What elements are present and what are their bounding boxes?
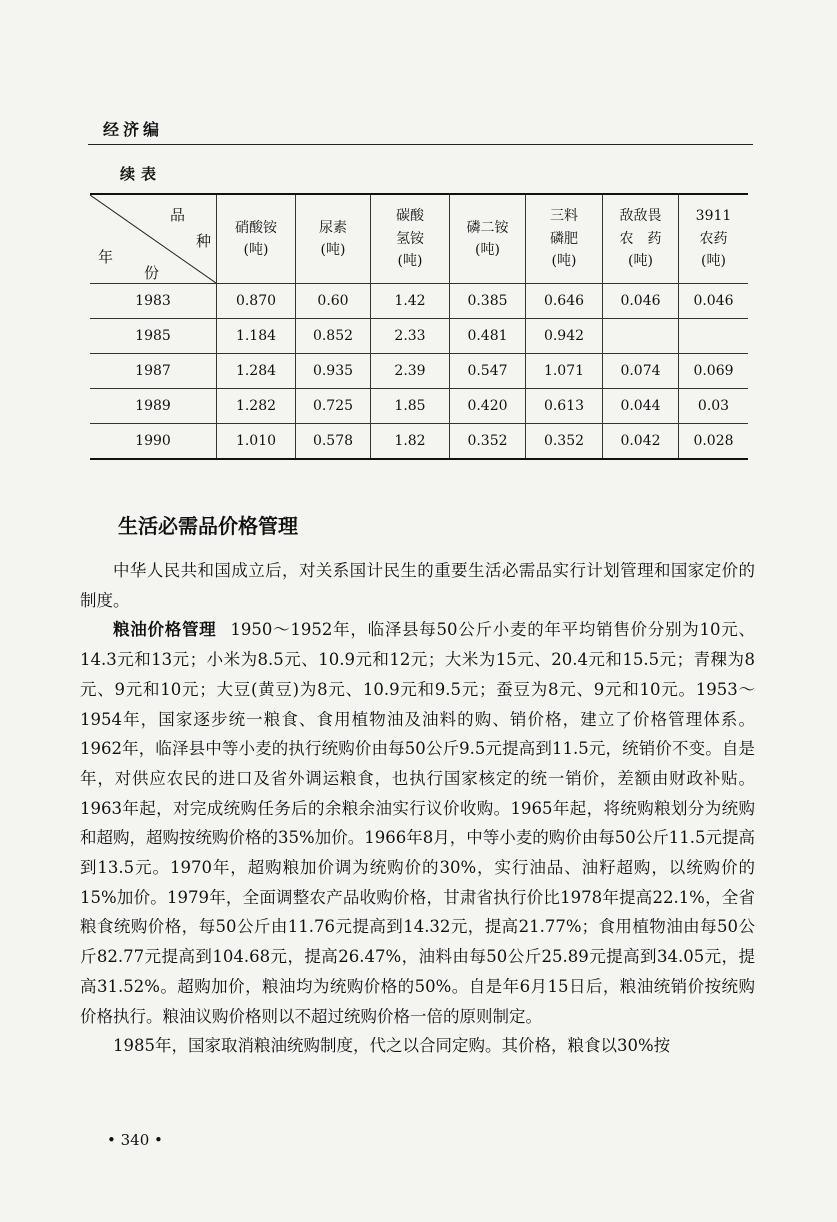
table-cell: 0.547: [450, 354, 526, 389]
diag-label-fen: 份: [144, 264, 160, 282]
table-cell: 1.42: [371, 284, 450, 319]
column-header-line: (吨): [243, 242, 269, 258]
table-cell: 0.028: [679, 424, 749, 460]
table-cell: 0.074: [603, 354, 679, 389]
table-cell: 1.184: [217, 319, 296, 354]
column-header-line: 三料: [550, 208, 578, 225]
paragraph-text: 1950～1952年，临泽县每50公斤小麦的年平均销售价分别为10元、14.3元和13元；小米为8.5元、10.9元和12元；大米为15元、20.4元和15.5元；青稞为8元、9元和10元；大豆(黄豆)为8元、10.9元和9.5元；蚕豆为8元、9元和10元。1953～1954年，国家逐步统一粮食、食用植物油及油料的购、销价格，建立了价格管理体系。1962年，临泽县中等小麦的执行统购价由每50公斤9.5元提高到11.5元，统销价不变。自是年，对供应农民的进口及省外调运粮食，也执行国家核定的统一销价，差额由财政补贴。1963年起，对完成统购任务后的余粮余油实行议价收购。1965年起，将统购粮划分为统购和超购，超购按统购价格的35%加价。1966年8月，中等小麦的购价由每50公斤11.5元提高到13.5元。1970年，超购粮加价调为统购价的30%，实行油品、油籽超购，以统购价的15%加价。1979年，全面调整农产品收购价格，甘肃省执行价比1978年提高22.1%，全省粮食统购价格，每50公斤由11.76元提高到14.32元，提高21.77%；食用植物油由每50公斤82.77元提高到104.68元，提高26.47%，油料由每50公斤25.89元提高到34.05元，提高31.52%。超购加价，粮油均为统购价格的50%。自是年6月15日后，粮油统销价按统购价格执行。粮油议购价格则以不超过统购价格一倍的原则制定。: [80, 620, 756, 1026]
column-header-line: (吨): [475, 242, 500, 258]
table-cell: 0.03: [679, 389, 749, 424]
column-header: [296, 194, 371, 284]
paragraph-text: 1985年，国家取消粮油统购制度，代之以合同定购。其价格，粮食以30%按: [113, 1036, 671, 1056]
year-cell: 1990: [90, 424, 217, 460]
column-header-line: (吨): [701, 253, 726, 270]
column-header-line: (吨): [628, 253, 653, 270]
table-cell: 0.942: [526, 319, 603, 354]
column-header-line: (吨): [320, 242, 346, 258]
paragraph: [80, 1031, 755, 1061]
table-cell: 0.613: [526, 389, 603, 424]
column-header-line: 敌敌畏: [619, 208, 662, 225]
table-cell: 0.481: [450, 319, 526, 354]
table-cell: 0.60: [296, 284, 371, 319]
table-cell: 0.578: [296, 424, 371, 460]
column-header: [603, 194, 679, 284]
table-row: [90, 319, 748, 354]
column-header: [679, 194, 749, 284]
column-header-line: 3911: [695, 208, 732, 225]
column-header-line: 碳酸: [396, 208, 424, 225]
table-cell: 0.852: [296, 319, 371, 354]
year-cell: 1983: [90, 284, 217, 319]
table-cell: 0.385: [450, 284, 526, 319]
table-cell: 0.420: [450, 389, 526, 424]
table-cell: 0.725: [296, 389, 371, 424]
column-header-line: 磷二铵: [466, 219, 509, 236]
table-cell: [603, 319, 679, 354]
year-cell: 1989: [90, 389, 217, 424]
column-header-line: 磷肥: [550, 230, 578, 247]
table-cell: 0.046: [679, 284, 749, 319]
column-header: [217, 194, 296, 284]
table-cell: 1.010: [217, 424, 296, 460]
column-header: [526, 194, 603, 284]
table-row: [90, 354, 748, 389]
year-cell: 1985: [90, 319, 217, 354]
column-header-line: 农药: [699, 230, 728, 247]
paragraph: [80, 556, 755, 615]
table-header-row: [90, 194, 748, 284]
column-header-line: 尿素: [319, 219, 347, 236]
table-cell: 0.870: [217, 284, 296, 319]
table-cell: 0.044: [603, 389, 679, 424]
table-cell: 2.39: [371, 354, 450, 389]
run-in-heading: 粮油价格管理: [113, 620, 217, 640]
column-header-line: 氢铵: [396, 230, 424, 247]
table-caption: 续表: [120, 165, 163, 183]
table-cell: [679, 319, 749, 354]
diag-label-zhong: 种: [196, 232, 212, 250]
column-header: [371, 194, 450, 284]
table-cell: 1.071: [526, 354, 603, 389]
page-number: • 340 •: [107, 1131, 163, 1149]
diag-label-nian: 年: [98, 248, 114, 266]
year-cell: 1987: [90, 354, 217, 389]
paragraph-text: 中华人民共和国成立后，对关系国计民生的重要生活必需品实行计划管理和国家定价的制度。: [80, 561, 755, 610]
table-cell: 1.85: [371, 389, 450, 424]
column-header-line: (吨): [551, 253, 577, 270]
column-header-line: (吨): [397, 253, 423, 270]
table-row: [90, 284, 748, 319]
table-cell: 1.284: [217, 354, 296, 389]
header-rule: [88, 144, 753, 145]
table-cell: 0.069: [679, 354, 749, 389]
table-cell: 0.352: [450, 424, 526, 460]
column-header: [450, 194, 526, 284]
table-cell: 0.935: [296, 354, 371, 389]
column-header-line: 硝酸铵: [235, 219, 277, 236]
table-cell: 0.046: [603, 284, 679, 319]
diagonal-header-cell: [90, 194, 217, 284]
table-cell: 0.042: [603, 424, 679, 460]
table-cell: 0.646: [526, 284, 603, 319]
table-cell: 1.82: [371, 424, 450, 460]
diag-label-pin: 品: [170, 206, 186, 224]
paragraph: [80, 615, 755, 1031]
table-cell: 0.352: [526, 424, 603, 460]
table-row: [90, 389, 748, 424]
column-header-line: 农 药: [619, 230, 662, 247]
section-title: 生活必需品价格管理: [118, 514, 298, 538]
table-row: [90, 424, 748, 460]
fertilizer-price-table: [90, 193, 748, 460]
body-text: [80, 556, 755, 1061]
running-header: 经济编: [103, 120, 164, 139]
table-cell: 1.282: [217, 389, 296, 424]
table-cell: 2.33: [371, 319, 450, 354]
